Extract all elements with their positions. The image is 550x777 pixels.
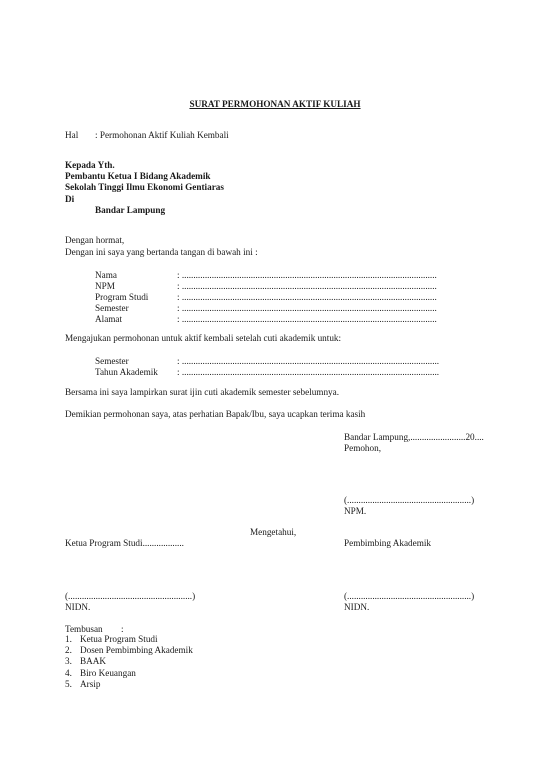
- field-dots-semester: : ...............................................................................................................: [177, 303, 437, 313]
- applicant-role: Pemohon,: [344, 443, 382, 453]
- advisor-role: Pembimbing Akademik: [344, 538, 432, 548]
- field-label-npm: NPM: [95, 281, 115, 291]
- list-text: Biro Keuangan: [80, 667, 136, 678]
- field-label-alamat: Alamat: [95, 314, 123, 324]
- field-dots-nama: : ...............................................................................................................: [177, 270, 437, 280]
- field-dots-alamat: : ...............................................................................................................: [177, 314, 437, 324]
- tembusan-label: Tembusan :: [65, 624, 124, 634]
- greeting: Dengan hormat,: [65, 235, 125, 245]
- kaprodi-signature-line: (......................................................): [65, 591, 196, 601]
- list-item: [65, 645, 193, 656]
- list-item: [65, 656, 193, 667]
- field-dots-prodi: : ...............................................................................................................: [177, 292, 437, 302]
- recipient-line-2: Pembantu Ketua I Bidang Akademik: [65, 171, 211, 181]
- list-item: [65, 634, 193, 645]
- applicant-signature-line: (......................................................): [344, 495, 475, 505]
- list-text: Arsip: [80, 678, 101, 689]
- request-label-semester: Semester: [95, 356, 129, 366]
- list-number: 3.: [65, 656, 72, 667]
- list-text: Dosen Pembimbing Akademik: [80, 645, 193, 656]
- attachment-text: Bersama ini saya lampirkan surat ijin cuti akademik semester sebelumnya.: [65, 387, 340, 397]
- list-text: Ketua Program Studi: [80, 634, 158, 644]
- recipient-line-1: Kepada Yth.: [65, 160, 115, 170]
- recipient-line-4: Di: [65, 194, 75, 204]
- request-label-tahun: Tahun Akademik: [95, 367, 158, 377]
- acknowledged-label: Mengetahui,: [250, 527, 297, 537]
- request-text: Mengajukan permohonan untuk aktif kembali setelah cuti akademik untuk:: [65, 333, 342, 343]
- list-number: 1.: [65, 634, 72, 644]
- subject-value: : Permohonan Aktif Kuliah Kembali: [95, 130, 229, 140]
- field-dots-npm: : ...............................................................................................................: [177, 281, 437, 291]
- field-label-semester: Semester: [95, 303, 129, 313]
- request-dots-semester: : ................................................................................................................: [177, 356, 440, 366]
- field-label-prodi: Program Studi: [95, 292, 149, 302]
- applicant-npm: NPM.: [344, 506, 367, 516]
- letter-title: SURAT PERMOHONAN AKTIF KULIAH: [189, 99, 361, 109]
- list-item: [65, 679, 193, 690]
- list-item: [65, 668, 193, 679]
- kaprodi-role: Ketua Program Studi..................: [65, 538, 184, 548]
- kaprodi-nidn: NIDN.: [65, 602, 91, 612]
- tembusan-list: [65, 634, 193, 690]
- recipient-city: Bandar Lampung: [95, 205, 166, 215]
- list-number: 4.: [65, 667, 72, 678]
- list-number: 5.: [65, 678, 72, 689]
- request-dots-tahun: : ................................................................................................................: [177, 367, 440, 377]
- intro-text: Dengan ini saya yang bertanda tangan di bawah ini :: [65, 247, 258, 257]
- subject-label: Hal: [65, 130, 79, 140]
- advisor-nidn: NIDN.: [344, 602, 370, 612]
- list-number: 2.: [65, 645, 72, 656]
- field-label-nama: Nama: [95, 270, 117, 280]
- list-text: BAAK: [80, 656, 107, 667]
- recipient-line-3: Sekolah Tinggi Ilmu Ekonomi Gentiaras: [65, 182, 224, 192]
- place-date: Bandar Lampung,........................20....: [344, 432, 484, 442]
- advisor-signature-line: (......................................................): [344, 591, 475, 601]
- closing-text: Demikian permohonan saya, atas perhatian Bapak/Ibu, saya ucapkan terima kasih: [65, 409, 366, 419]
